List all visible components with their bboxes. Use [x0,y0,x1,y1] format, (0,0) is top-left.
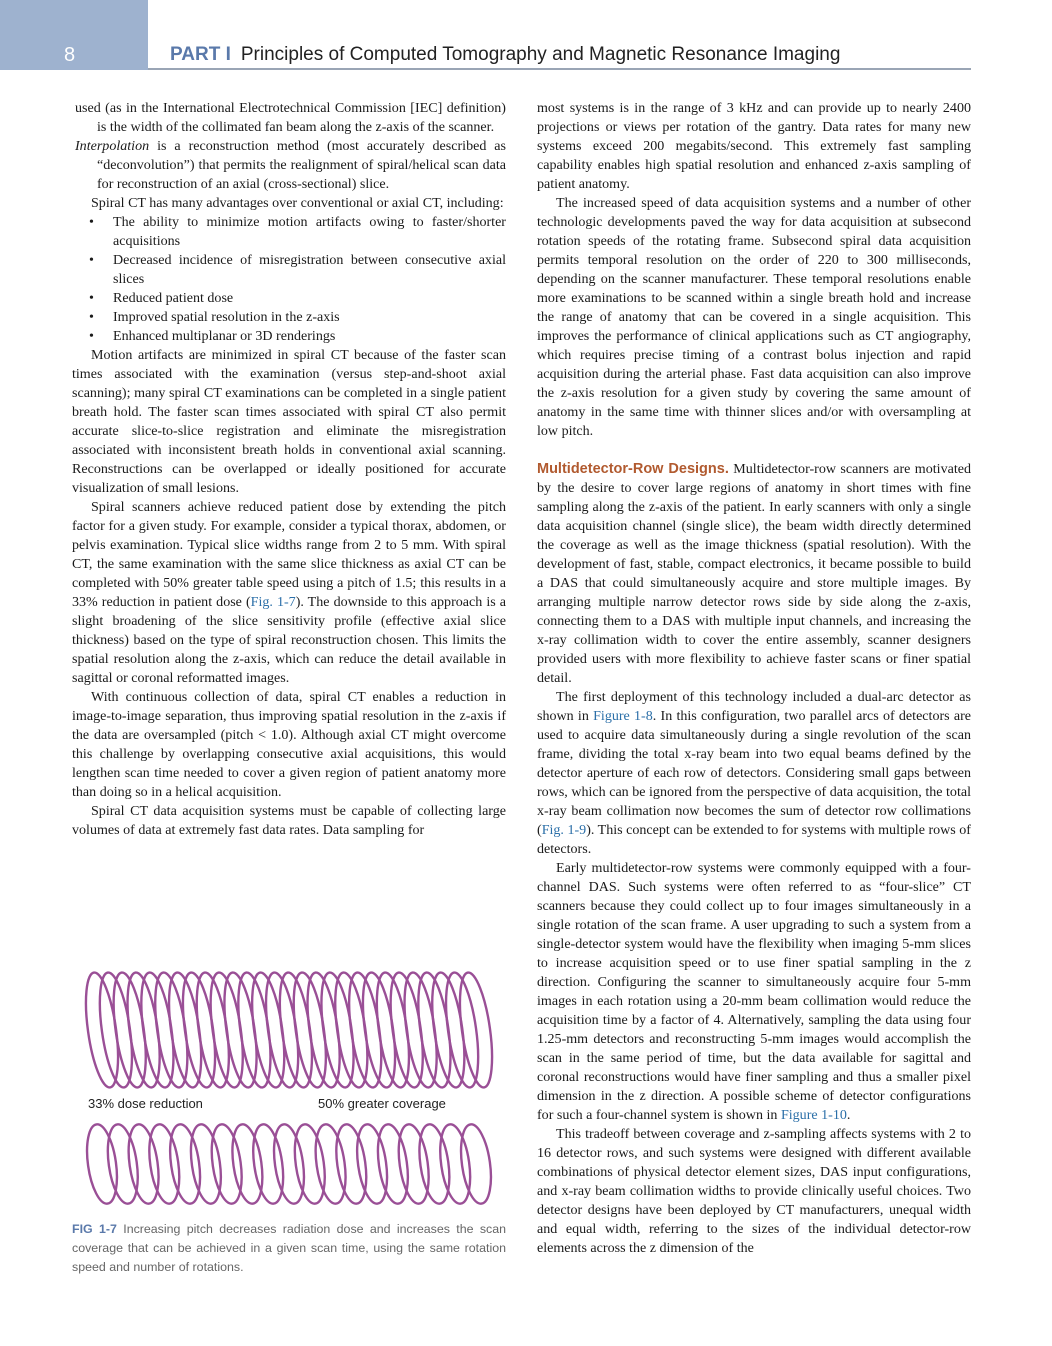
book-title: Principles of Computed Tomography and Magnetic Resonance Imaging [240,44,841,65]
figure-link[interactable]: Fig. 1-7 [250,594,296,610]
figure-number: FIG 1-7 [72,1222,117,1236]
helix-extended-pitch [72,1118,506,1210]
label-greater-coverage: 50% greater coverage [318,1096,446,1111]
part-label: PART I [170,44,231,65]
list-item: • Enhanced multiplanar or 3D renderings [89,328,336,344]
figure-caption: FIG 1-7 Increasing pitch decreases radiation dose and increases the scan coverage that can be achieved in a given scan time, using the same rotation speed and number of rotations. [72,1222,506,1274]
running-header [0,0,1052,70]
definition-interpolation: Interpolation is a reconstruction method (most accurately described as “deconvolution”) that permits the realignment of spiral/helical scan data for reconstruction of an axial (cross-sectional) slice. [75,138,506,192]
paragraph: The increased speed of data acquisition systems and a number of other technologic developments paved the way for data acquisition at subsecond rotation speeds of the rotating frame. Subsecond spiral data acquisition permits temporal resolution on the order of 220 to 300 milliseconds, depending on the scanner manufacturer. These temporal resolutions enable more examinations to be scanned within a single breath hold and increase the range of anatomy that can be covered in a single acquisition. This improves the performance of clinical applications such as CT angiography, which requires precise timing of a contrast bolus injection and rapid acquisition during the arterial phase. Fast data acquisition can also improve the z-axis resolution for a given study by covering the same amount of anatomy in the same time with thinner slices and/or with oversampling at low pitch. [537,195,971,439]
paragraph: Spiral scanners achieve reduced patient dose by extending the pitch factor for a given study. For example, consider a typical thorax, abdomen, or pelvis examination. Typical slice widths range from 2 to 5 mm. With spiral CT, the same examination with the same slice thickness as axial CT can be completed with 50% greater table speed using a pitch of 1.5; this results in a 33% reduction in patient dose (Fig. 1-7). The downside to this approach is a slight broadening of the slice sensitivity profile (effective axial slice thickness) based on the type of spiral reconstruction chosen. This limits the spatial resolution along the z-axis, which can reduce the detail available in sagittal or coronal reformatted images. [72,499,506,686]
helix-normal-pitch [72,966,506,1096]
label-dose-reduction: 33% dose reduction [88,1096,203,1111]
advantages-list [72,213,506,346]
figure-link[interactable]: Fig. 1-9 [541,822,587,838]
paragraph: This tradeoff between coverage and z-sampling affects systems with 2 to 16 detector rows, and such systems were designed with different available combinations of physical detector element sizes, DAS input configurations, and x-ray beam collimation widths to provide clinically useful choices. Two detector designs have been deployed by CT manufacturers, unequal width and equal width, referring to the sizes of the individual detector-row elements across the z dimension of the [537,1126,971,1256]
paragraph: Spiral CT has many advantages over conventional or axial CT, including: [91,195,504,211]
figure-link[interactable]: Figure 1-8 [593,708,653,724]
list-item: • Reduced patient dose [89,290,234,306]
paragraph: With continuous collection of data, spiral CT enables a reduction in image-to-image separation, thus improving spatial resolution in the z-axis if the data are oversampled (pitch < 1.0). Although axial CT might overcome this challenge by overlapping consecutive axial acquisitions, this would lengthen scan time needed to cover a given region of patient anatomy more than doing so in a helical acquisition. [72,689,506,800]
page-number: 8 [64,44,76,66]
right-column [537,99,971,1258]
term-interpolation: Interpolation [75,138,150,154]
coil-turn [457,1122,496,1205]
list-item: • Decreased incidence of misregistration between consecutive axial slices [89,252,506,287]
paragraph: most systems is in the range of 3 kHz and can provide up to nearly 2400 projections or views per rotation of the gantry. Data rates for many new systems exceed 200 megabits/second. This extremely fast sampling capability enables high spatial resolution and enhanced z-axis sampling of patient anatomy. [537,100,971,192]
page-number-box [0,0,148,70]
list-item: • The ability to minimize motion artifacts owing to faster/shorter acquisitions [89,214,506,249]
definition-continued: used (as in the International Electrotechnical Commission [IEC] definition) is the width of the collimated fan beam along the z-axis of the scanner. [75,100,506,135]
list-item: • Improved spatial resolution in the z-axis [89,309,340,325]
section-heading: Multidetector-Row Designs. [537,461,729,477]
running-title [170,44,840,66]
paragraph: Motion artifacts are minimized in spiral CT because of the faster scan times associated with the examination (versus step-and-shoot axial scanning); many spiral CT examinations can be completed in a single patient breath hold. The faster scan times associated with spiral CT also permit accurate slice-to-slice registration and eliminate the misregistration associated with inconsistent breath holds in conventional axial scanning. Reconstructions can be overlapped or ideally positioned for accurate visualization of small lesions. [72,347,506,496]
paragraph: Multidetector-Row Designs. Multidetector-row scanners are motivated by the desire to cover large regions of anatomy in short times with fine sampling along the z-axis of the patient. In early scanners with only a single data acquisition channel (single slice), the beam width directly determined the coverage as well as the image thickness (spatial resolution). With the development of fast, stable, compact electronics, it became possible to build a DAS that could simultaneously acquire and store multiple images. By arranging multiple narrow detector rows side by side along the z-axis, connecting them to a DAS with multiple input channels, and increasing the x-ray collimation width to cover the entire assembly, scanner designers provided users with more flexibility to achieve faster scans or finer spatial detail. [537,461,971,686]
paragraph: Early multidetector-row systems were commonly equipped with a four-channel DAS. Such systems were often referred to as “four-slice” CT scanners because they could collect up to four images simultaneously in a single rotation of the scan frame. A user upgrading to such a system from a single-detector system would have the flexibility when imaging 5-mm slices to increase acquisition speed or to use finer spatial sampling in the z direction. Configuring the scanner to simultaneously acquire four 5-mm images in each rotation using a 20-mm beam collimation would reduce the acquisition time by a factor of 4. Alternatively, sampling the data using four 1.25-mm detectors and reconstructing 5-mm images would accomplish the scan in the same period of time, but the data available for sagittal and coronal reconstructions would have finer sampling and thus a smaller pixel dimension in the z direction. A possible scheme of detector configurations for such a four-channel system is shown in Figure 1-10. [537,860,971,1123]
left-column [72,99,506,840]
paragraph: The first deployment of this technology included a dual-arc detector as shown in Figure 1-8. In this configuration, two parallel arcs of detectors are used to acquire data simultaneously during a single revolution of the scan frame, dividing the total x-ray beam into two equal beams defined by the detector aperture of each row of detectors. Considering small gaps between rows, which can be ignored from the perspective of data acquisition, the total x-ray beam collimation now becomes the sum of detector row collimations (Fig. 1-9). This concept can be extended to for systems with multiple rows of detectors. [537,689,971,857]
figure-link[interactable]: Figure 1-10 [780,1107,847,1123]
paragraph: Spiral CT data acquisition systems must be capable of collecting large volumes of data at extremely fast data rates. Data sampling for [72,803,506,838]
header-rule [148,68,971,70]
